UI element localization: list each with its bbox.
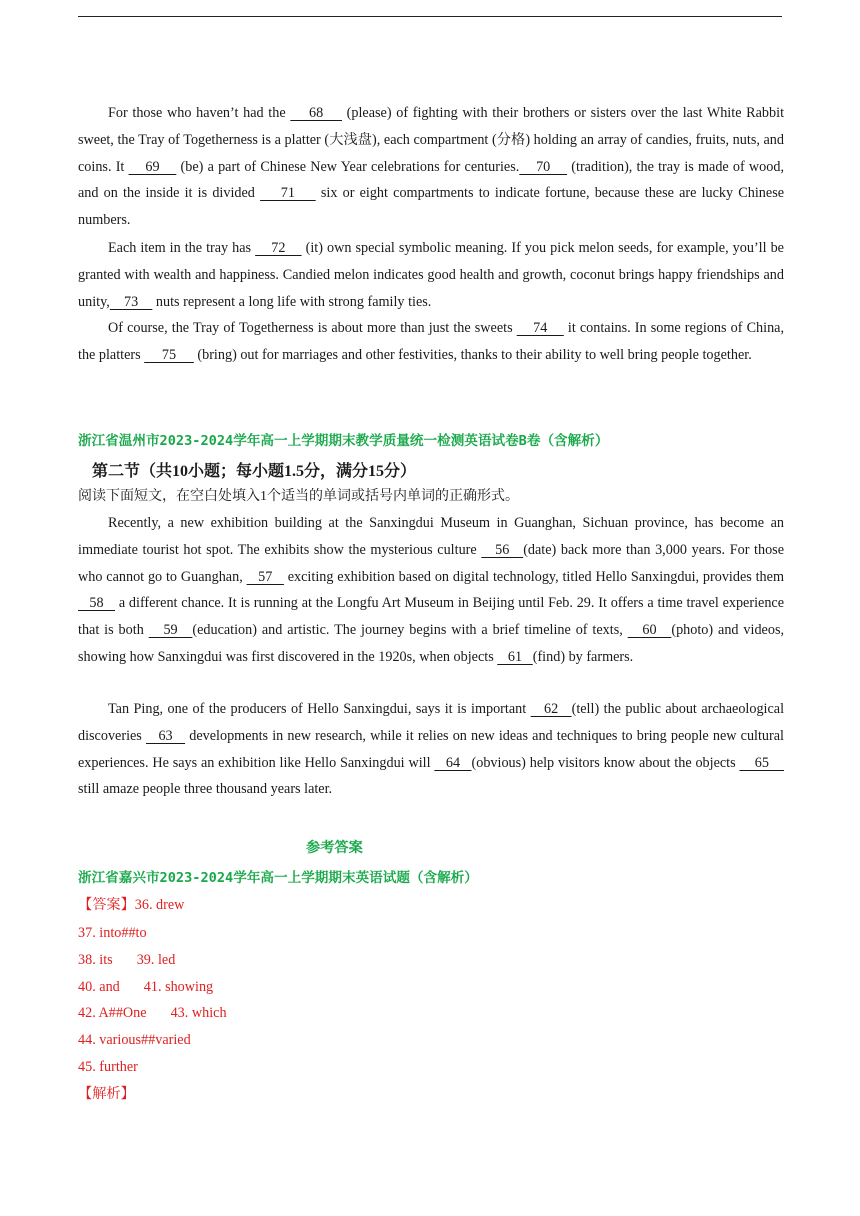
blank-71[interactable]: 71 (260, 185, 316, 202)
answer-row-40-41 (78, 974, 213, 1001)
blank-58[interactable]: 58 (78, 595, 116, 612)
text-run: developments in new research, while it relies on new ideas and techniques to bring people new cultural experiences. He says an exhibition like Hello Sanxingdui will (78, 727, 784, 771)
passage1-paragraph-1 (78, 100, 784, 234)
text-run: (photo) and videos, showing how Sanxingdui was first discovered in the 1920s, when objects (78, 622, 785, 665)
text-run: (bring) out for marriages and other festivities, thanks to their ability to well bring people together. (193, 346, 752, 363)
blank-68[interactable]: 68 (290, 105, 342, 121)
text-run: (it) own special symbolic meaning. If you pick melon seeds, for example, you’ll be granted with wealth and happiness. Candied melon indicates good health and growth, coconut brings happy friendships and unity, (78, 240, 784, 310)
analysis-label: 【解析】 (78, 1086, 135, 1102)
blank-69[interactable]: 69 (128, 158, 177, 175)
answer-42: 42. A##One (78, 1005, 147, 1021)
header-rule (78, 16, 782, 17)
answer-38: 38. its (78, 952, 113, 968)
text-run: Of course, the Tray of Togetherness is about more than just the sweets (108, 320, 517, 336)
answer-45: 45. further (78, 1059, 138, 1075)
heading-wenzhou: 浙江省温州市2023-2024学年高一上学期期末教学质量统一检测英语试卷B卷（含解析） (78, 433, 609, 449)
blank-64[interactable]: 64 (434, 754, 472, 771)
passage2-paragraph-1 (78, 510, 784, 671)
answer-40: 40. and (78, 979, 120, 995)
text-run: For those who haven’t had the (108, 105, 291, 121)
text-run: it contains. In some regions of China, the platters (78, 320, 785, 363)
answer-43: 43. which (170, 1005, 227, 1021)
text-run: (be) a part of Chinese New Year celebrations for centuries. (176, 158, 520, 175)
text-run: (find) by farmers. (532, 648, 634, 665)
passage2-paragraph-2 (78, 696, 784, 803)
text-run: (tell) the public about archaeological discoveries (78, 701, 785, 744)
text-run: (tradition), the tray is made of wood, and on the inside it is divided (78, 158, 784, 202)
blank-72[interactable]: 72 (255, 240, 302, 256)
text-run: six or eight compartments to indicate fortune, because these are lucky Chinese numbers. (78, 185, 785, 229)
blank-57[interactable]: 57 (246, 568, 284, 585)
answer-row-38-39 (78, 947, 175, 974)
blank-75[interactable]: 75 (144, 346, 194, 363)
blank-73[interactable]: 73 (109, 293, 153, 310)
answer-39: 39. led (136, 952, 176, 968)
text-run: a different chance. It is running at the Longfu Art Museum in Beijing until Feb. 29. It offers a time travel experience that is both (78, 595, 785, 639)
answer-41: 41. showing (143, 979, 214, 995)
blank-63[interactable]: 63 (145, 727, 186, 744)
heading-jiaxing: 浙江省嘉兴市2023-2024学年高一上学期期末英语试题（含解析） (78, 870, 478, 886)
text-run: still amaze people three thousand years later. (78, 781, 333, 798)
blank-65[interactable]: 65 (739, 754, 784, 771)
blank-62[interactable]: 62 (530, 701, 572, 717)
blank-70[interactable]: 70 (519, 158, 568, 175)
text-run: (date) back more than 3,000 years. For those who cannot go to Guanghan, (78, 541, 784, 585)
blank-61[interactable]: 61 (497, 648, 533, 665)
section-title: 第二节（共10小题；每小题1.5分，满分15分） (92, 463, 417, 480)
text-run: Recently, a new exhibition building at the Sanxingdui Museum in Guanghan, Sichuan province, has become an immediate tourist hot spot. The exhibits show the mysterious culture (78, 515, 784, 558)
answer-37: 37. into##to (78, 925, 147, 941)
answer-36: 【答案】36. drew (78, 897, 185, 913)
blank-56[interactable]: 56 (481, 541, 524, 558)
blank-60[interactable]: 60 (627, 622, 672, 639)
instruction: 阅读下面短文，在空白处填入1个适当的单词或括号内单词的正确形式。 (78, 489, 519, 504)
text-run: nuts represent a long life with strong family ties. (152, 293, 432, 310)
answer-44: 44. various##varied (78, 1032, 191, 1048)
reference-answers-title: 参考答案 (306, 840, 363, 856)
text-run: (obvious) help visitors know about the objects (471, 754, 740, 771)
text-run: Each item in the tray has (108, 240, 256, 256)
blank-74[interactable]: 74 (516, 320, 564, 336)
text-run: (education) and artistic. The journey begins with a brief timeline of texts, (192, 622, 628, 639)
passage1-paragraph-3 (78, 315, 784, 369)
text-run: Tan Ping, one of the producers of Hello Sanxingdui, says it is important (108, 701, 531, 717)
passage1-paragraph-2 (78, 235, 784, 315)
blank-59[interactable]: 59 (148, 622, 193, 639)
text-run: (please) of fighting with their brothers or sisters over the last White Rabbit sweet, the Tray of Togetherness is a platter (大浅盘), each compartment (分格) holding an array of candies, fruits, nuts, and coins. It (78, 105, 785, 175)
answer-row-42-43 (78, 1000, 227, 1027)
text-run: exciting exhibition based on digital technology, titled Hello Sanxingdui, provides them (283, 568, 784, 585)
